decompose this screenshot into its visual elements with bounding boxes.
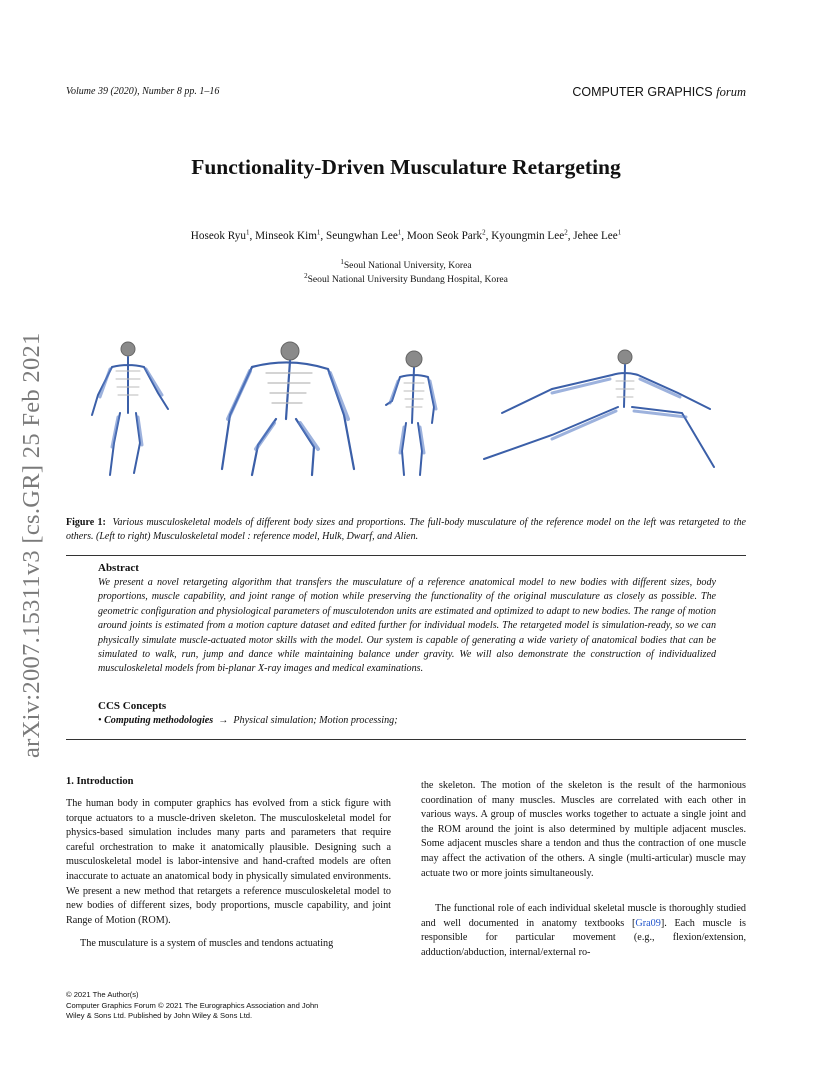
author: Moon Seok Park — [406, 230, 483, 242]
author-sup: 2 — [564, 228, 568, 237]
author: Jehee Lee — [573, 230, 618, 242]
author-sup: 1 — [397, 228, 402, 237]
affiliation-2 — [0, 271, 812, 285]
footer-line: © 2021 The Author(s) — [66, 990, 139, 999]
footer-copyright — [66, 990, 318, 1022]
paragraph-text: ]. Each muscle is responsible for particular movement (e.g., flexion/extension, adduction/abduction, internal/external ro- — [421, 917, 746, 958]
header-journal — [572, 85, 746, 100]
paragraph: the skeleton. The motion of the skeleton is the result of the harmonious coordination of many muscles. Muscles are correlated with each other in various ways. A group of muscles works together to actuate a single joint and the ROM around the joint is also determined by multiple adjacent muscles. Some adjacent muscles share a tendon and thus the contraction of one muscle may affect the activation of the others. A single (multi-articular) muscle may actuate two or more joints simultaneously. — [421, 780, 746, 879]
footer-line: Computer Graphics Forum © 2021 The Eurographics Association and John — [66, 1000, 319, 1010]
figure-caption — [66, 516, 746, 544]
abstract-text: We present a novel retargeting algorithm that transfers the musculature of a reference anatomical model to new bodies with different sizes, body proportions, muscle capability, and joint range of motion while preserving the functionality of the original musculature as closely as possible. The geometric configuration and physiological parameters of musculotendon units are estimated and optimized to adapt to new bodies. The range of motion around joints is estimated from a motion capture dataset and edited further for individual models. The retargeted model is simulation-ready, so we can physically simulate muscle-actuated motor skills with the model. Our system is capable of generating a wide variety of anatomical bodies that can be simulated to walk, run, jump and dance while maintaining balance under gravity. We will also demonstrate the construction of individualized musculoskeletal models from bi-planar X-ray images and medical examinations. — [98, 577, 716, 675]
section-heading-introduction: 1. Introduction — [66, 776, 134, 787]
author: Minseok Kim — [255, 230, 317, 242]
model-alien — [484, 350, 714, 467]
paper-title: Functionality-Driven Musculature Retargeting — [191, 155, 621, 179]
author: Seungwhan Lee — [326, 230, 398, 242]
paragraph-text: The functional role of each individual skeletal muscle is thoroughly studied and well documented in anatomy textbooks [ — [421, 903, 746, 929]
model-dwarf — [386, 351, 436, 475]
divider-bottom — [66, 739, 746, 740]
model-reference — [92, 342, 168, 475]
author: Kyoungmin Lee — [491, 230, 565, 242]
arxiv-stamp: arXiv:2007.15311v3 [cs.GR] 25 Feb 2021 — [18, 332, 45, 758]
journal-name-italic: forum — [716, 85, 746, 99]
affil-sup: 1 — [340, 257, 344, 266]
model-hulk — [222, 342, 354, 475]
ccs-term: Computing methodologies — [104, 715, 214, 726]
paragraph — [421, 902, 746, 960]
ccs-bullet: • — [98, 715, 102, 726]
column-right — [421, 779, 746, 961]
author-sup: 1 — [245, 228, 250, 237]
affil-text: Seoul National University Bundang Hospital, Korea — [307, 274, 508, 285]
abstract-heading: Abstract — [98, 562, 139, 574]
citation-link[interactable]: Gra09 — [635, 917, 661, 929]
ccs-arrow: → — [218, 715, 229, 726]
paragraph: The musculature is a system of muscles and tendons actuating — [80, 938, 334, 950]
journal-name: COMPUTER GRAPHICS — [572, 85, 713, 99]
affiliation-1 — [0, 257, 812, 271]
author-sup: 1 — [316, 228, 321, 237]
figure-caption-text: Various musculoskeletal models of different body sizes and proportions. The full-body musculature of the reference model on the left was retargeted to the others. (Left to right) Musculoskeletal model : reference model, Hulk, Dwarf, and Alien. — [66, 517, 746, 542]
paragraph: The human body in computer graphics has evolved from a stick figure with torque actuators to a muscle-driven skeleton. The musculoskeletal model for physics-based simulation includes many parts and parameters that require careful orchestration to make it anatomically plausible. Designing such a musculoskeletal model is labor-intensive and hand-crafted models are often inaccurate to actuate an anatomical body in physically simulated environments. We present a new method that retargets a reference musculoskeletal model to new bodies of different sizes, body proportions, muscle capability, and joint Range of Motion (ROM). — [66, 798, 391, 926]
author-sup: 1 — [617, 228, 622, 237]
author-list: Hoseok Ryu$^1$, Minseok Kim$^1$, Seungwhan Lee$^1$, Moon Seok Park$^2$, Kyoungmin Lee$^2$, Jehee Lee$^1$ — [190, 228, 622, 242]
affil-sup: 2 — [304, 271, 308, 280]
ccs-rest: Physical simulation; Motion processing; — [233, 715, 398, 726]
figure-label: Figure 1: — [66, 517, 106, 528]
divider-top — [66, 555, 746, 556]
author-sup: 2 — [482, 228, 486, 237]
figure-musculoskeletal-models — [82, 335, 732, 485]
affil-text: Seoul National University, Korea — [343, 260, 472, 271]
author: Hoseok Ryu — [190, 230, 246, 242]
ccs-heading: CCS Concepts — [98, 700, 167, 712]
column-left — [66, 797, 391, 952]
footer-line: Wiley & Sons Ltd. Published by John Wiley & Sons Ltd. — [66, 1011, 253, 1021]
header-volume: Volume 39 (2020), Number 8 pp. 1–16 — [66, 86, 220, 97]
ccs-concepts — [98, 715, 398, 726]
